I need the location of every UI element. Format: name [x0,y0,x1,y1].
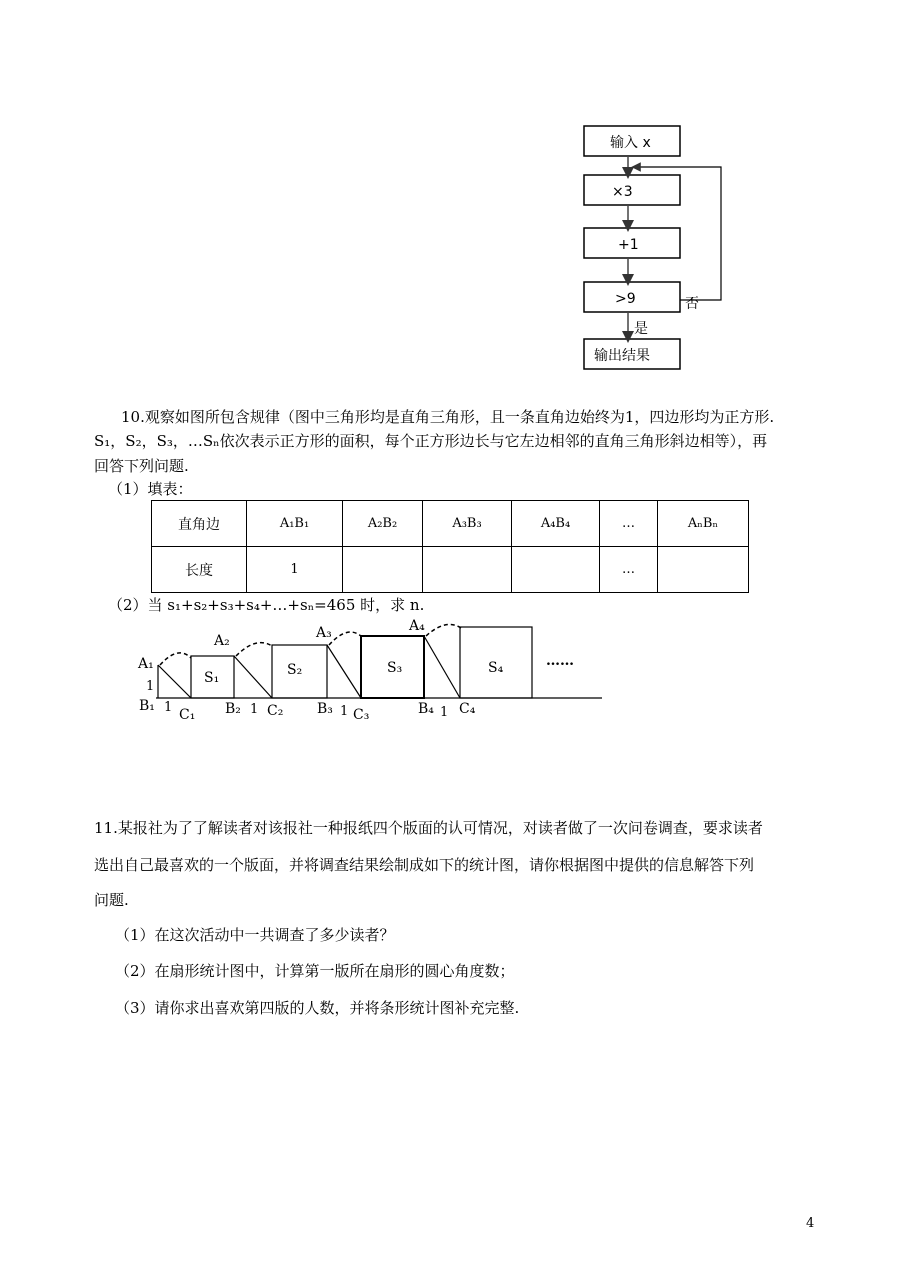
label-c4: C₄ [459,701,476,717]
value-anbn[interactable] [658,547,749,593]
label-b1: B₁ [139,698,155,714]
label-s3: S₃ [387,660,403,676]
label-a3: A₃ [316,625,332,641]
label-one-vertical: 1 [146,679,155,694]
label-c2: C₂ [267,703,284,719]
q11-line3: 问题. [94,891,129,909]
label-one-b2c2: 1 [250,702,259,717]
row-header-leg: 直角边 [152,501,247,547]
label-a1: A₁ [138,656,154,672]
squares-triangles-figure [130,615,610,730]
flow-times-label: ×3 [612,184,633,200]
q10-part2: （2）当 s₁+s₂+s₃+s₄+…+sₙ=465 时，求 n. [108,596,425,614]
col-ellipsis: … [600,501,658,547]
q10-line2: S₁，S₂，S₃，…Sₙ依次表示正方形的面积，每个正方形边长与它左边相邻的直角三角形斜边相等），再 [94,432,768,450]
value-a4b4[interactable] [512,547,600,593]
fill-in-table [151,500,749,593]
col-a2b2: A₂B₂ [343,501,423,547]
q10-line1: 10.观察如图所包含规律（图中三角形均是直角三角形，且一条直角边始终为1，四边形均为正方形. [121,408,775,426]
flow-yes-label: 是 [634,321,648,337]
label-one-b1c1: 1 [164,700,173,715]
col-a1b1: A₁B₁ [247,501,343,547]
q10-line3: 回答下列问题. [94,457,189,475]
q11-sub1: （1）在这次活动中一共调查了多少读者？ [115,926,395,944]
flow-output-label: 输出结果 [594,348,650,364]
flow-plus-label: +1 [618,237,639,253]
label-one-b4c4: 1 [440,705,449,720]
row-header-length: 长度 [152,547,247,593]
flowchart [570,118,740,378]
value-a3b3[interactable] [423,547,512,593]
label-s4: S₄ [488,660,504,676]
q11-line1: 11.某报社为了了解读者对该报社一种报纸四个版面的认可情况，对读者做了一次问卷调查，要求读者 [94,819,763,837]
flow-compare-label: >9 [615,291,636,307]
label-c3: C₃ [353,707,370,723]
label-c1: C₁ [179,707,196,723]
label-b3: B₃ [317,701,333,717]
label-dots: …… [546,653,574,669]
page-number: 4 [806,1216,815,1231]
label-a4: A₄ [409,618,425,634]
label-s2: S₂ [287,662,303,678]
q11-line2: 选出自己最喜欢的一个版面，并将调查结果绘制成如下的统计图，请你根据图中提供的信息解答下列 [94,856,755,874]
flow-no-label: 否 [685,296,699,312]
q11-sub3: （3）请你求出喜欢第四版的人数，并将条形统计图补充完整. [115,999,520,1017]
q10-part1: （1）填表： [108,480,193,498]
col-a4b4: A₄B₄ [512,501,600,547]
label-a2: A₂ [214,633,230,649]
label-one-b3c3: 1 [340,704,349,719]
col-a3b3: A₃B₃ [423,501,512,547]
label-b2: B₂ [225,701,241,717]
value-a2b2[interactable] [343,547,423,593]
value-ellipsis: … [600,547,658,593]
q11-sub2: （2）在扇形统计图中，计算第一版所在扇形的圆心角度数； [115,962,515,980]
label-b4: B₄ [418,701,434,717]
flow-input-label: 输入 x [610,135,651,151]
col-anbn: AₙBₙ [658,501,749,547]
value-a1b1: 1 [247,547,343,593]
label-s1: S₁ [204,670,220,686]
